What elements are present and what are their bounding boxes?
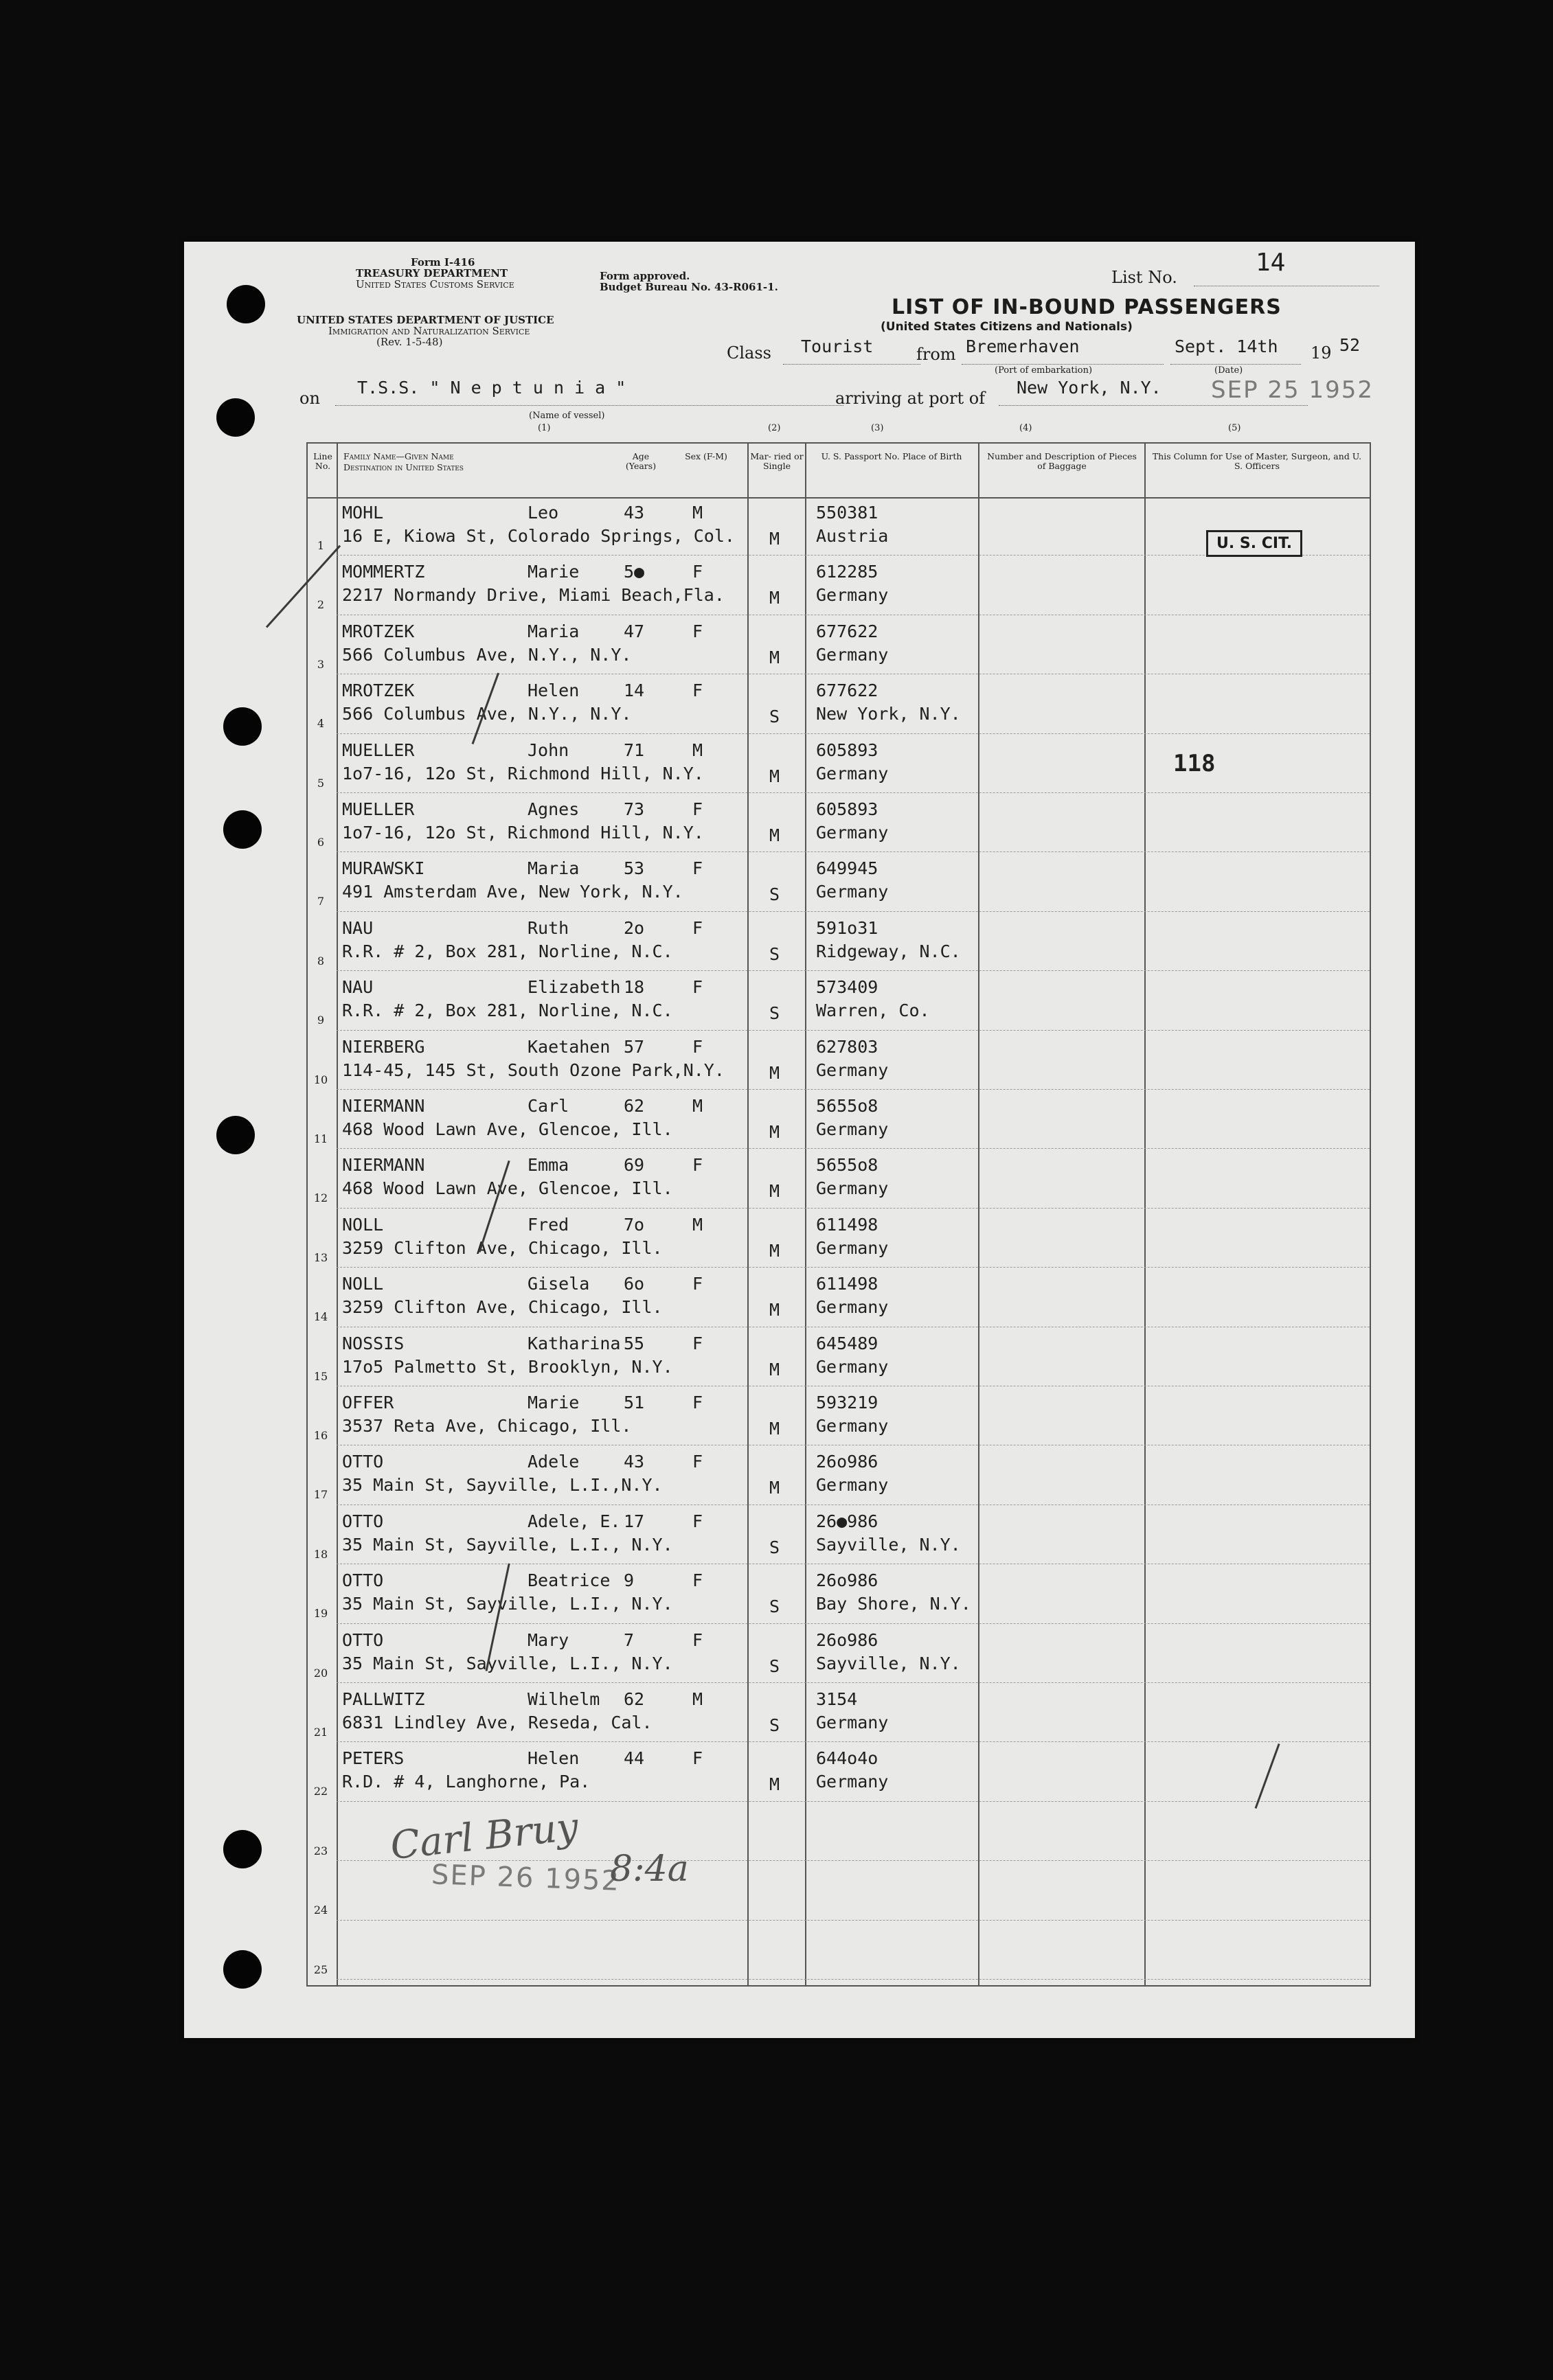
marital-status: M	[769, 1774, 780, 1795]
age: 71	[624, 740, 645, 760]
passport-no: 550381	[816, 503, 878, 523]
row-divider	[337, 970, 1370, 971]
destination: 35 Main St, Sayville, L.I., N.Y.	[342, 1594, 673, 1614]
sex: F	[692, 858, 703, 879]
destination: 114-45, 145 St, South Ozone Park,N.Y.	[342, 1060, 725, 1080]
passport-no: 677622	[816, 680, 878, 701]
row-divider	[337, 1504, 1370, 1505]
passport-no: 26o986	[816, 1452, 878, 1472]
line-number: 25	[313, 1963, 328, 1976]
marital-status: S	[769, 884, 780, 905]
bottom-date-stamp: SEP 26 1952	[431, 1859, 621, 1897]
given-name: Agnes	[528, 799, 580, 819]
destination: 3259 Clifton Ave, Chicago, Ill.	[342, 1297, 663, 1318]
sex: F	[692, 799, 703, 819]
arrival-stamp: SEP 25 1952	[1211, 376, 1374, 404]
destination: 468 Wood Lawn Ave, Glencoe, Ill.	[342, 1178, 673, 1199]
age: 62	[624, 1096, 645, 1116]
sex: F	[692, 1274, 703, 1294]
destination: 566 Columbus Ave, N.Y., N.Y.	[342, 704, 632, 724]
initials: 8:4a	[610, 1849, 689, 1890]
header-divider	[308, 497, 1370, 499]
marital-status: S	[769, 1715, 780, 1735]
birthplace: Bay Shore, N.Y.	[816, 1594, 971, 1614]
marital-status: M	[769, 1300, 780, 1320]
form-number: Form I-416	[411, 256, 475, 268]
row-divider	[337, 1030, 1370, 1031]
birthplace: Warren, Co.	[816, 1000, 930, 1021]
line-number: 11	[313, 1132, 328, 1145]
row-divider	[337, 1148, 1370, 1149]
sex: F	[692, 977, 703, 998]
officer-note: 118	[1173, 750, 1216, 777]
family-name: NAU	[342, 977, 374, 998]
given-name: Leo	[528, 503, 559, 523]
sex: M	[692, 1689, 703, 1709]
family-name: PALLWITZ	[342, 1689, 425, 1709]
birthplace: Germany	[816, 763, 889, 783]
col-divider	[337, 444, 338, 1985]
row-divider	[337, 851, 1370, 852]
passport-no: 645489	[816, 1333, 878, 1353]
col-num-1: (1)	[538, 423, 551, 433]
year-prefix: 19	[1311, 343, 1332, 363]
header-officers: This Column for Use of Master, Surgeon, and U. S. Officers	[1152, 451, 1362, 471]
passport-no: 26o986	[816, 1629, 878, 1650]
given-name: Katharina	[528, 1333, 621, 1353]
line-number: 21	[313, 1726, 328, 1739]
given-name: Marie	[528, 562, 580, 582]
destination: 3537 Reta Ave, Chicago, Ill.	[342, 1416, 632, 1436]
age: 51	[624, 1393, 645, 1412]
list-no-line	[1194, 257, 1379, 286]
port-value: Bremerhaven	[966, 336, 1080, 356]
signature: Carl Bruy	[388, 1804, 580, 1869]
marital-status: M	[769, 1478, 780, 1498]
passport-no: 26o986	[816, 1570, 878, 1591]
birthplace: Sayville, N.Y.	[816, 1653, 961, 1673]
age: 7	[624, 1629, 635, 1650]
passenger-table	[306, 442, 1371, 1987]
vessel-caption: (Name of vessel)	[529, 411, 605, 421]
row-divider	[337, 1682, 1370, 1683]
binder-hole	[216, 398, 255, 437]
given-name: Ruth	[528, 917, 569, 938]
family-name: OTTO	[342, 1629, 384, 1650]
list-subtitle: (United States Citizens and Nationals)	[881, 320, 1133, 334]
sex: F	[692, 1155, 703, 1176]
family-name: MOHL	[342, 503, 384, 523]
line-number: 15	[313, 1369, 328, 1383]
col-divider	[1144, 444, 1146, 1985]
binder-hole	[223, 1830, 262, 1868]
age: 18	[624, 977, 645, 998]
family-name: NAU	[342, 917, 374, 938]
given-name: Helen	[528, 1748, 580, 1769]
header-sex: Sex (F-M)	[685, 451, 727, 461]
binder-hole	[223, 810, 262, 849]
line-number: 12	[313, 1191, 328, 1205]
sex: F	[692, 1511, 703, 1531]
header-married: Mar- ried or Single	[750, 451, 804, 471]
class-label: Class	[727, 343, 771, 363]
age: 14	[624, 680, 645, 701]
given-name: Helen	[528, 680, 580, 701]
birthplace: Sayville, N.Y.	[816, 1534, 961, 1555]
line-number: 13	[313, 1250, 328, 1264]
passport-no: 591o31	[816, 917, 878, 938]
age: 6o	[624, 1274, 645, 1294]
binder-hole	[223, 1950, 262, 1989]
given-name: Maria	[528, 858, 580, 879]
line-number: 14	[313, 1310, 328, 1324]
binder-hole	[227, 285, 265, 323]
line-number: 9	[317, 1014, 325, 1027]
family-name: MROTZEK	[342, 680, 415, 701]
destination: R.R. # 2, Box 281, Norline, N.C.	[342, 941, 673, 961]
marital-status: S	[769, 1003, 780, 1024]
header-passport: U. S. Passport No. Place of Birth	[821, 451, 962, 461]
line-number: 7	[317, 895, 325, 908]
line-number: 16	[313, 1429, 328, 1442]
line-number: 5	[317, 776, 325, 790]
given-name: Mary	[528, 1629, 569, 1650]
sex: F	[692, 1570, 703, 1591]
birthplace: Germany	[816, 882, 889, 902]
age: 73	[624, 799, 645, 819]
age: 62	[624, 1689, 645, 1709]
given-name: Gisela	[528, 1274, 590, 1294]
family-name: MUELLER	[342, 740, 415, 760]
given-name: Kaetahen	[528, 1036, 611, 1057]
marital-status: M	[769, 1359, 780, 1380]
justice-dept: UNITED STATES DEPARTMENT OF JUSTICE	[297, 314, 554, 326]
family-name: NIERBERG	[342, 1036, 425, 1057]
destination: 35 Main St, Sayville, L.I., N.Y.	[342, 1653, 673, 1673]
sex: F	[692, 1748, 703, 1769]
line-number: 20	[313, 1666, 328, 1680]
age: 5●	[624, 562, 645, 582]
birthplace: Germany	[816, 585, 889, 606]
line-number: 8	[317, 954, 325, 968]
line-number: 19	[313, 1607, 328, 1621]
row-divider	[337, 733, 1370, 734]
passport-no: 649945	[816, 858, 878, 879]
destination: 1o7-16, 12o St, Richmond Hill, N.Y.	[342, 823, 704, 843]
col-divider	[805, 444, 806, 1985]
sex: F	[692, 562, 703, 582]
col-divider	[747, 444, 749, 1985]
given-name: John	[528, 740, 569, 760]
destination: R.R. # 2, Box 281, Norline, N.C.	[342, 1000, 673, 1021]
age: 57	[624, 1036, 645, 1057]
age: 47	[624, 621, 645, 641]
passport-no: 627803	[816, 1036, 878, 1057]
birthplace: Germany	[816, 1713, 889, 1732]
passport-no: 611498	[816, 1274, 878, 1294]
given-name: Emma	[528, 1155, 569, 1176]
on-label: on	[299, 389, 320, 408]
line-number: 22	[313, 1785, 328, 1798]
treasury-dept: TREASURY DEPARTMENT	[356, 267, 508, 279]
arrival-port: New York, N.Y.	[1017, 378, 1161, 398]
sex: F	[692, 1452, 703, 1472]
given-name: Carl	[528, 1096, 569, 1116]
manifest-page	[184, 242, 1415, 2038]
passport-no: 593219	[816, 1393, 878, 1412]
list-title: LIST OF IN-BOUND PASSENGERS	[892, 295, 1282, 319]
header-name: Family Name—Given Name	[343, 451, 454, 461]
destination: 491 Amsterdam Ave, New York, N.Y.	[342, 882, 683, 902]
header-line: Line No.	[313, 451, 332, 471]
destination: 35 Main St, Sayville, L.I.,N.Y.	[342, 1475, 663, 1496]
line-number: 6	[317, 836, 325, 849]
marital-status: M	[769, 1062, 780, 1083]
passport-no: 612285	[816, 562, 878, 582]
line-number: 1	[317, 539, 325, 552]
destination: 35 Main St, Sayville, L.I., N.Y.	[342, 1534, 673, 1555]
from-label: from	[916, 345, 956, 364]
form-approved: Form approved.	[600, 270, 690, 282]
family-name: OFFER	[342, 1393, 394, 1412]
destination: 6831 Lindley Ave, Reseda, Cal.	[342, 1713, 653, 1732]
birthplace: Germany	[816, 1356, 889, 1377]
budget-bureau: Budget Bureau No. 43-R061-1.	[600, 281, 778, 293]
marital-status: M	[769, 825, 780, 845]
family-name: NIERMANN	[342, 1155, 425, 1176]
row-divider	[337, 911, 1370, 912]
family-name: MURAWSKI	[342, 858, 425, 879]
list-no-value: 14	[1256, 249, 1286, 277]
class-value: Tourist	[801, 336, 874, 356]
row-divider	[337, 1920, 1370, 1921]
birthplace: Germany	[816, 1475, 889, 1496]
date-caption: (Date)	[1214, 365, 1243, 376]
marital-status: M	[769, 1419, 780, 1439]
given-name: Beatrice	[528, 1570, 611, 1591]
row-divider	[337, 1801, 1370, 1802]
birthplace: Germany	[816, 1178, 889, 1199]
destination: 3259 Clifton Ave, Chicago, Ill.	[342, 1237, 663, 1258]
sex: F	[692, 1629, 703, 1650]
line-number: 10	[313, 1073, 328, 1086]
marital-status: M	[769, 588, 780, 608]
age: 7o	[624, 1214, 645, 1235]
family-name: OTTO	[342, 1511, 384, 1531]
passport-no: 644o4o	[816, 1748, 878, 1769]
immigration-service: Immigration and Naturalization Service	[328, 325, 530, 337]
family-name: NOLL	[342, 1274, 384, 1294]
family-name: PETERS	[342, 1748, 405, 1769]
marital-status: M	[769, 1240, 780, 1261]
passport-no: 5655o8	[816, 1155, 878, 1176]
line-number: 2	[317, 598, 325, 612]
age: 17	[624, 1511, 645, 1531]
row-divider	[337, 792, 1370, 793]
row-divider	[337, 1089, 1370, 1090]
us-cit-stamp: U. S. CIT.	[1206, 530, 1302, 557]
sex: F	[692, 621, 703, 641]
family-name: MROTZEK	[342, 621, 415, 641]
customs-service: United States Customs Service	[356, 278, 514, 290]
given-name: Adele, E.	[528, 1511, 621, 1531]
passport-no: 5655o8	[816, 1096, 878, 1116]
marital-status: M	[769, 529, 780, 549]
sex: M	[692, 740, 703, 760]
sex: M	[692, 1096, 703, 1116]
family-name: MUELLER	[342, 799, 415, 819]
age: 44	[624, 1748, 645, 1769]
list-no-label: List No.	[1111, 268, 1177, 287]
marital-status: S	[769, 943, 780, 964]
destination: 468 Wood Lawn Ave, Glencoe, Ill.	[342, 1119, 673, 1139]
row-divider	[337, 1741, 1370, 1742]
birthplace: Germany	[816, 1772, 889, 1792]
destination: R.D. # 4, Langhorne, Pa.	[342, 1772, 591, 1792]
birthplace: Austria	[816, 526, 889, 546]
header-baggage: Number and Description of Pieces of Baggage	[987, 451, 1137, 471]
given-name: Maria	[528, 621, 580, 641]
birthplace: Germany	[816, 1119, 889, 1139]
passport-no: 605893	[816, 740, 878, 760]
age: 69	[624, 1155, 645, 1176]
passport-no: 605893	[816, 799, 878, 819]
header-age: Age (Years)	[625, 451, 657, 471]
given-name: Wilhelm	[528, 1689, 600, 1709]
age: 43	[624, 503, 645, 523]
marital-status: M	[769, 1122, 780, 1142]
birthplace: Ridgeway, N.C.	[816, 941, 961, 961]
col-num-2: (2)	[768, 423, 781, 433]
marital-status: S	[769, 1597, 780, 1617]
date-value: Sept. 14th	[1175, 336, 1278, 356]
age: 9	[624, 1570, 635, 1591]
sex: F	[692, 917, 703, 938]
marital-status: M	[769, 647, 780, 667]
destination: 2217 Normandy Drive, Miami Beach,Fla.	[342, 585, 725, 606]
binder-hole	[223, 707, 262, 746]
col-divider	[978, 444, 979, 1985]
family-name: OTTO	[342, 1452, 384, 1472]
birthplace: Germany	[816, 1060, 889, 1080]
passport-no: 26●986	[816, 1511, 878, 1531]
destination: 1o7-16, 12o St, Richmond Hill, N.Y.	[342, 763, 704, 783]
year-value: 52	[1339, 335, 1361, 355]
line-number: 18	[313, 1547, 328, 1561]
line-number: 17	[313, 1488, 328, 1502]
given-name: Marie	[528, 1393, 580, 1412]
destination: 17o5 Palmetto St, Brooklyn, N.Y.	[342, 1356, 673, 1377]
age: 55	[624, 1333, 645, 1353]
col-num-4: (4)	[1019, 423, 1032, 433]
passport-no: 3154	[816, 1689, 858, 1709]
given-name: Adele	[528, 1452, 580, 1472]
age: 2o	[624, 917, 645, 938]
birthplace: New York, N.Y.	[816, 704, 961, 724]
age: 43	[624, 1452, 645, 1472]
passport-no: 573409	[816, 977, 878, 998]
arriving-label: arriving at port of	[835, 389, 986, 408]
row-divider	[337, 1623, 1370, 1624]
family-name: MOMMERTZ	[342, 562, 425, 582]
col-num-3: (3)	[871, 423, 884, 433]
sex: F	[692, 1333, 703, 1353]
family-name: NIERMANN	[342, 1096, 425, 1116]
marital-status: M	[769, 1181, 780, 1202]
line-number: 24	[313, 1903, 328, 1917]
row-divider	[337, 1979, 1370, 1980]
col-num-5: (5)	[1228, 423, 1241, 433]
line-number: 4	[317, 717, 325, 731]
birthplace: Germany	[816, 1416, 889, 1436]
family-name: NOLL	[342, 1214, 384, 1235]
sex: M	[692, 1214, 703, 1235]
line-number: 23	[313, 1844, 328, 1857]
vessel-value: T.S.S. " N e p t u n i a "	[357, 378, 626, 398]
passport-no: 611498	[816, 1214, 878, 1235]
given-name: Fred	[528, 1214, 569, 1235]
passport-no: 677622	[816, 621, 878, 641]
port-caption: (Port of embarkation)	[995, 365, 1093, 376]
age: 53	[624, 858, 645, 879]
given-name: Elizabeth	[528, 977, 621, 998]
line-number: 3	[317, 657, 325, 671]
binder-hole	[216, 1116, 255, 1154]
family-name: NOSSIS	[342, 1333, 405, 1353]
birthplace: Germany	[816, 823, 889, 843]
marital-status: S	[769, 707, 780, 727]
sex: M	[692, 503, 703, 523]
marital-status: S	[769, 1656, 780, 1676]
marital-status: M	[769, 766, 780, 786]
family-name: OTTO	[342, 1570, 384, 1591]
destination: 566 Columbus Ave, N.Y., N.Y.	[342, 644, 632, 665]
marital-status: S	[769, 1537, 780, 1557]
birthplace: Germany	[816, 1237, 889, 1258]
row-divider	[337, 1267, 1370, 1268]
sex: F	[692, 680, 703, 701]
row-divider	[337, 1208, 1370, 1209]
sex: F	[692, 1036, 703, 1057]
header-dest: Destination in United States	[343, 462, 464, 472]
sex: F	[692, 1393, 703, 1412]
birthplace: Germany	[816, 644, 889, 665]
revision-date: (Rev. 1-5-48)	[376, 336, 443, 348]
birthplace: Germany	[816, 1297, 889, 1318]
destination: 16 E, Kiowa St, Colorado Springs, Col.	[342, 526, 735, 546]
